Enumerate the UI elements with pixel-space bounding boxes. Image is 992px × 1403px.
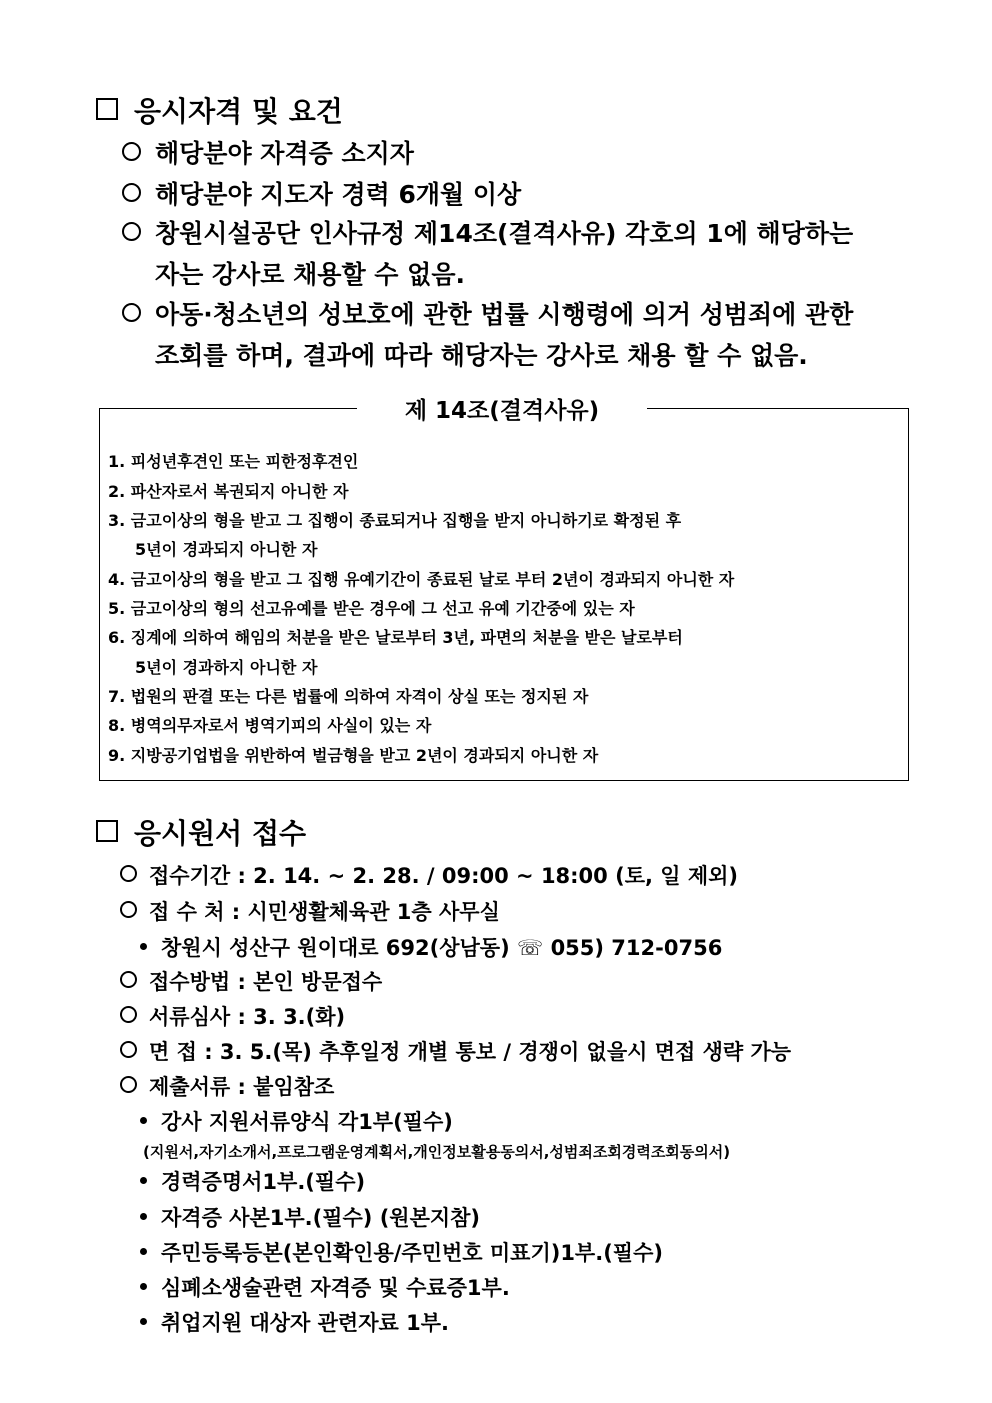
section-title-qualification: 응시자격 및 요건: [96, 90, 343, 130]
article-item: 6. 징계에 의하여 해임의 처분을 받은 날로부터 3년, 파면의 처분을 받은 날로부터: [108, 628, 683, 647]
qualification-item-3: 창원시설공단 인사규정 제14조(결격사유) 각호의 1에 해당하는: [122, 214, 853, 250]
document-item: 강사 지원서류양식 각1부(필수): [140, 1106, 453, 1136]
document-item: 자격증 사본1부.(필수) (원본지참): [140, 1202, 480, 1232]
circle-bullet-icon: [122, 183, 141, 202]
article-item: 2. 파산자로서 복권되지 아니한 자: [108, 482, 349, 501]
circle-bullet-icon: [120, 865, 137, 882]
dot-bullet-icon: [140, 1248, 147, 1255]
checkbox-square-icon: [96, 820, 118, 842]
circle-bullet-icon: [122, 303, 141, 322]
article-item: 8. 병역의무자로서 병역기피의 사실이 있는 자: [108, 716, 432, 735]
document-item: 경력증명서1부.(필수): [140, 1166, 365, 1196]
qualification-item-4: 아동·청소년의 성보호에 관한 법률 시행령에 의거 성범죄에 관한: [122, 295, 853, 331]
checkbox-square-icon: [96, 98, 118, 120]
circle-bullet-icon: [122, 142, 141, 161]
document-item-note: (지원서,자기소개서,프로그램운영계획서,개인정보활용동의서,성범죄조회경력조회동의서): [143, 1143, 731, 1161]
article-item: 7. 법원의 판결 또는 다른 법률에 의하여 자격이 상실 또는 정지된 자: [108, 687, 589, 706]
qualification-item-4-cont: 조회를 하며, 결과에 따라 해당자는 강사로 채용 할 수 없음.: [155, 341, 808, 370]
circle-bullet-icon: [120, 1076, 137, 1093]
qualification-item-1: 해당분야 자격증 소지자: [122, 134, 414, 170]
application-method: 접수방법 : 본인 방문접수: [120, 966, 382, 996]
dot-bullet-icon: [140, 943, 147, 950]
qualification-item-2: 해당분야 지도자 경력 6개월 이상: [122, 175, 521, 211]
application-place: 접 수 처 : 시민생활체육관 1층 사무실: [120, 896, 500, 926]
qualification-item-3-cont: 자는 강사로 채용할 수 없음.: [155, 260, 465, 289]
section-title-application: 응시원서 접수: [96, 812, 306, 852]
document-item: 심폐소생술관련 자격증 및 수료증1부.: [140, 1272, 510, 1302]
article-item-cont: 5년이 경과되지 아니한 자: [135, 540, 318, 559]
circle-bullet-icon: [120, 901, 137, 918]
circle-bullet-icon: [122, 222, 141, 241]
dot-bullet-icon: [140, 1177, 147, 1184]
application-interview: 면 접 : 3. 5.(목) 추후일정 개별 통보 / 경쟁이 없을시 면접 생략 가능: [120, 1036, 791, 1066]
document-item: 주민등록등본(본인확인용/주민번호 미표기)1부.(필수): [140, 1237, 663, 1267]
application-review: 서류심사 : 3. 3.(화): [120, 1001, 345, 1031]
document-item: 취업지원 대상자 관련자료 1부.: [140, 1307, 449, 1337]
circle-bullet-icon: [120, 1041, 137, 1058]
dot-bullet-icon: [140, 1213, 147, 1220]
article-item: 4. 금고이상의 형을 받고 그 집행 유예기간이 종료된 날로 부터 2년이 경과되지 아니한 자: [108, 570, 735, 589]
application-documents: 제출서류 : 붙임참조: [120, 1071, 334, 1101]
dot-bullet-icon: [140, 1117, 147, 1124]
dot-bullet-icon: [140, 1283, 147, 1290]
application-period: 접수기간 : 2. 14. ~ 2. 28. / 09:00 ~ 18:00 (토, 일 제외): [120, 860, 738, 890]
circle-bullet-icon: [120, 971, 137, 988]
article-title: 제 14조(결격사유): [357, 392, 647, 425]
article-item: 5. 금고이상의 형의 선고유예를 받은 경우에 그 선고 유예 기간중에 있는 자: [108, 599, 635, 618]
article-item: 9. 지방공기업법을 위반하여 벌금형을 받고 2년이 경과되지 아니한 자: [108, 746, 599, 765]
article-item-cont: 5년이 경과하지 아니한 자: [135, 658, 318, 677]
circle-bullet-icon: [120, 1006, 137, 1023]
article-item: 1. 피성년후견인 또는 피한정후견인: [108, 452, 359, 471]
application-address: 창원시 성산구 원이대로 692(상남동) ☏ 055) 712-0756: [140, 932, 722, 962]
article-item: 3. 금고이상의 형을 받고 그 집행이 종료되거나 집행을 받지 아니하기로 확정된 후: [108, 511, 682, 530]
dot-bullet-icon: [140, 1318, 147, 1325]
